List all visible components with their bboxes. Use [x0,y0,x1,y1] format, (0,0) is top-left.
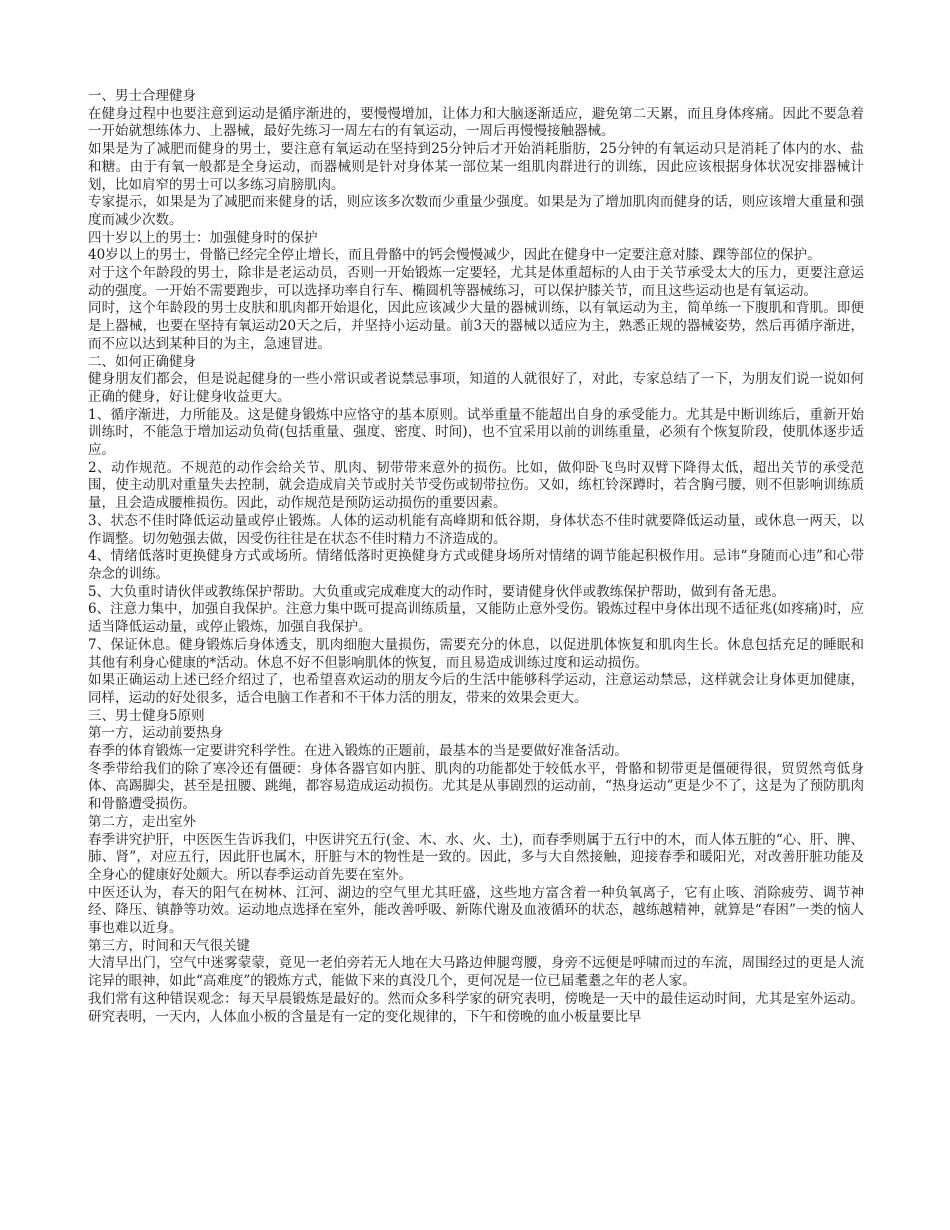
paragraph: 冬季带给我们的除了寒冷还有僵硬：身体各器官如内脏、肌肉的功能都处于较低水平，骨骼和韧带更是僵硬得很，贸贸然弯低身体、高踢脚尖，甚至是扭腰、跳绳，都容易造成运动损伤。尤其是从事剧烈的运动前，“热身运动”更是少不了，这是为了预防肌肉和骨骼遭受损伤。 [88,760,864,813]
paragraph: 专家提示，如果是为了减肥而来健身的话，则应该多次数而少重量少强度。如果是为了增加肌肉而健身的话，则应该增大重量和强度而减少次数。 [88,194,864,228]
paragraph: 如果是为了减肥而健身的男士，要注意有氧运动在坚持到25分钟后才开始消耗脂肪，25分钟的有氧运动只是消耗了体内的水、盐和糖。由于有氧一般都是全身运动，而器械则是针对身体某一部位某一组肌肉群进行的训练，因此应该根据身体状况安排器械计划，比如肩窄的男士可以多练习肩膀肌肉。 [88,141,864,193]
section-heading: 四十岁以上的男士：加强健身时的保护 [88,229,318,246]
section-heading: 三、男士健身5原则 [88,707,205,724]
paragraph: 在健身过程中也要注意到运动是循序渐进的，要慢慢增加，让体力和大脑逐渐适应，避免第二天累，而且身体疼痛。因此不要急着一开始就想练体力、上器械，最好先练习一周左右的有氧运动，一周后再慢慢接触器械。 [88,105,864,140]
paragraph: 如果正确运动上述已经介绍过了，也希望喜欢运动的朋友今后的生活中能够科学运动，注意运动禁忌，这样就会让身体更加健康，同样，运动的好处很多，适合电脑工作者和不干体力活的朋友，带来的效果会更大。 [88,672,864,706]
paragraph: 40岁以上的男士，骨骼已经完全停止增长，而且骨骼中的钙会慢慢减少，因此在健身中一定要注意对膝、踝等部位的保护。 [88,247,821,264]
subsection-heading: 第一方，运动前要热身 [88,725,223,742]
list-item: 7、保证休息。健身锻炼后身体透支，肌肉细胞大量损伤，需要充分的休息，以促进肌体恢复和肌肉生长。休息包括充足的睡眠和其他有利身心健康的*活动。休息不好不但影响肌体的恢复，而且易造成训练过度和运动损伤。 [88,636,864,671]
subsection-heading: 第三方，时间和天气很关键 [88,937,250,954]
paragraph: 健身朋友们都会，但是说起健身的一些小常识或者说禁忌事项，知道的人就很好了，对此，专家总结了一下，为朋友们说一说如何正确的健身，好让健身收益更大。 [88,371,864,405]
list-item: 5、大负重时请伙伴或教练保护帮助。大负重或完成难度大的动作时，要请健身伙伴或教练保护帮助，做到有备无患。 [88,583,786,600]
list-item: 1、循序渐进，力所能及。这是健身锻炼中应恪守的基本原则。试举重量不能超出自身的承受能力。尤其是中断训练后，重新开始训练时，不能急于增加运动负荷(包括重量、强度、密度、时间)，也不宜采用以前的训练重量，必须有个恢复阶段，使肌体逐步适应。 [88,406,864,459]
document-body [88,88,864,1026]
section-heading: 一、男士合理健身 [88,88,196,104]
list-item: 3、状态不佳时降低运动量或停止锻炼。人体的运动机能有高峰期和低谷期，身体状态不佳时就要降低运动量，或休息一两天，以作调整。切勿勉强去做，因受伤往往是在状态不佳时精力不济造成的。 [88,512,864,547]
paragraph: 同时，这个年龄段的男士皮肤和肌肉都开始退化，因此应该减少大量的器械训练，以有氧运动为主，简单练一下腹肌和背肌。即便是上器械，也要在坚持有氧运动20天之后，并坚持小运动量。前3天的器械以适应为主，熟悉正规的器械姿势，然后再循序渐进，而不应以达到某种目的为主，急速冒进。 [88,300,864,352]
section-heading: 二、如何正确健身 [88,353,196,370]
paragraph: 中医还认为，春天的阳气在树林、江河、湖边的空气里尤其旺盛，这些地方富含着一种负氧离子，它有止咳、消除疲劳、调节神经、降压、镇静等功效。运动地点选择在室外，能改善呼吸、新陈代谢及血液循环的状态，越练越精神，就算是“春困”一类的恼人事也难以近身。 [88,884,864,937]
paragraph: 我们常有这种错误观念：每天早晨锻炼是最好的。然而众多科学家的研究表明，傍晚是一天中的最佳运动时间，尤其是室外运动。研究表明，一天内，人体血小板的含量是有一定的变化规律的，下午和傍晚的血小板量要比早 [88,990,864,1025]
subsection-heading: 第二方，走出室外 [88,813,196,830]
paragraph: 春季的体育锻炼一定要讲究科学性。在进入锻炼的正题前，最基本的当是要做好准备活动。 [88,743,628,760]
paragraph: 对于这个年龄段的男士，除非是老运动员，否则一开始锻炼一定要轻，尤其是体重超标的人由于关节承受太大的压力，更要注意运动的强度。一开始不需要跑步，可以选择功率自行车、椭圆机等器械练习，可以保护膝关节，而且这些运动也是有氧运动。 [88,265,864,299]
list-item: 4、情绪低落时更换健身方式或场所。情绪低落时更换健身方式或健身场所对情绪的调节能起积极作用。忌讳“身随而心违”和心带杂念的训练。 [88,548,864,582]
list-item: 2、动作规范。不规范的动作会给关节、肌肉、韧带带来意外的损伤。比如，做仰卧飞鸟时双臂下降得太低，超出关节的承受范围，使主动肌对重量失去控制，就会造成肩关节或肘关节受伤或韧带拉伤。又如，练杠铃深蹲时，若含胸弓腰，则不但影响训练质量，且会造成腰椎损伤。因此，动作规范是预防运动损伤的重要因素。 [88,459,864,512]
list-item: 6、注意力集中，加强自我保护。注意力集中既可提高训练质量，又能防止意外受伤。锻炼过程中身体出现不适征兆(如疼痛)时，应适当降低运动量，或停止锻炼，加强自我保护。 [88,601,864,636]
paragraph: 春季讲究护肝，中医医生告诉我们，中医讲究五行(金、木、水、火、土)，而春季则属于五行中的木，而人体五脏的“心、肝、脾、肺、肾”，对应五行，因此肝也属木，肝脏与木的物性是一致的。因此，多与大自然接触，迎接春季和暖阳光，对改善肝脏功能及全身心的健康好处颇大。所以春季运动首先要在室外。 [88,831,864,883]
paragraph: 大清早出门，空气中迷雾蒙蒙，竟见一老伯旁若无人地在大马路边伸腿弯腰，身旁不远便是呼啸而过的车流，周围经过的更是人流诧异的眼神，如此“高难度”的锻炼方式，能做下来的真没几个，更何况是一位已届耄耋之年的老人家。 [88,955,864,990]
